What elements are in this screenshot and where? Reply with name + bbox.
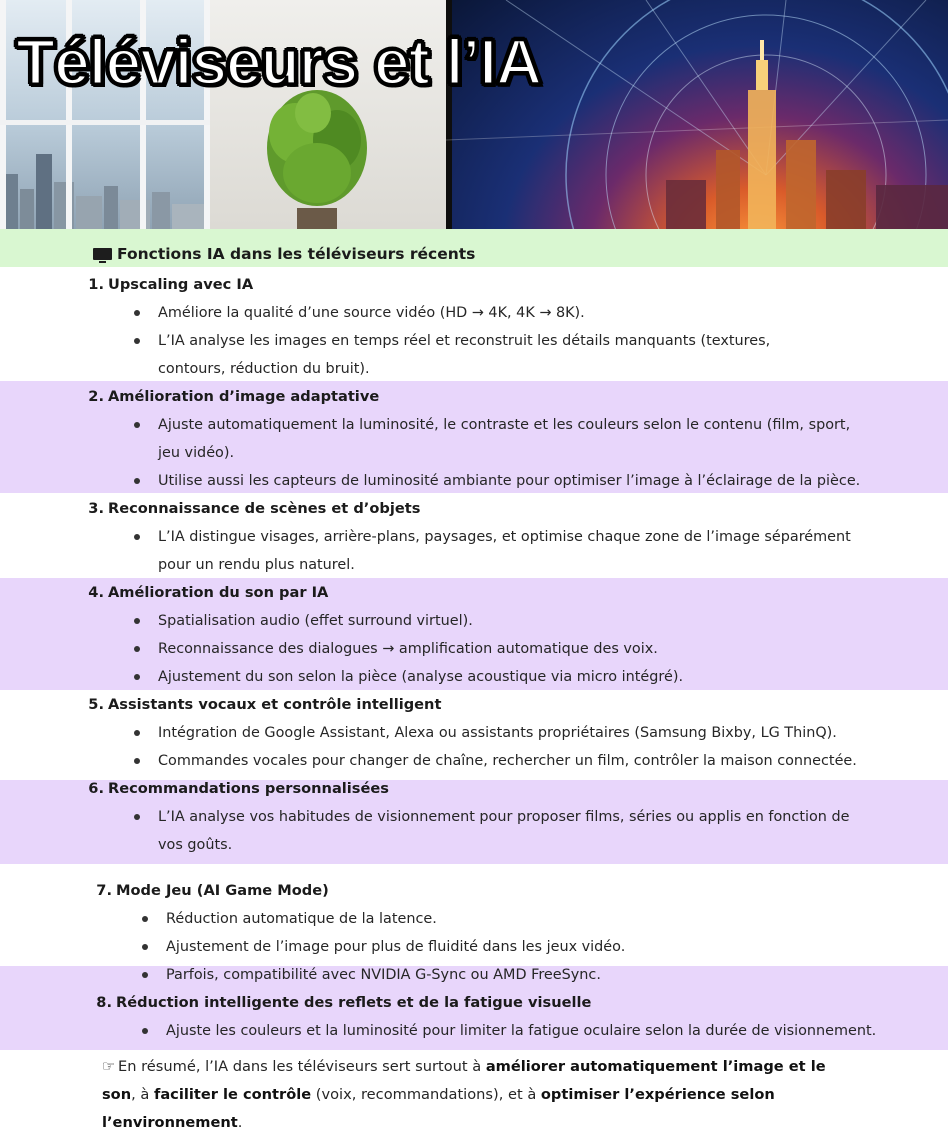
- summary-paragraph: ☞ En résumé, l’IA dans les téléviseurs sert surtout à améliorer automatiquement l’image et le son, à faciliter le contrôle (voix, recommandations), et à optimiser l’expérience selon l’environnement.: [102, 1053, 842, 1137]
- television-icon: [93, 248, 112, 260]
- list-bullet: L’IA analyse vos habitudes de visionnement pour proposer films, séries ou applis en fonction de vos goûts.: [158, 803, 873, 859]
- list-bullet: Commandes vocales pour changer de chaîne, rechercher un film, contrôler la maison connectée.: [158, 747, 898, 775]
- list-item-title: 2. Amélioration d’image adaptative: [88, 388, 380, 405]
- list-item-title: 5. Assistants vocaux et contrôle intelligent: [88, 696, 442, 713]
- list-item-title: 3. Reconnaissance de scènes et d’objets: [88, 500, 421, 517]
- plant-illustration: [255, 88, 385, 229]
- list-bullet: Reconnaissance des dialogues → amplification automatique des voix.: [158, 635, 878, 663]
- list-bullet: Utilise aussi les capteurs de luminosité ambiante pour optimiser l’image à l’éclairage de la pièce.: [158, 467, 878, 495]
- list-bullet: Ajuste automatiquement la luminosité, le contraste et les couleurs selon le contenu (film, sport, jeu vidéo).: [158, 411, 868, 467]
- list-item-title: 6. Recommandations personnalisées: [88, 780, 389, 797]
- list-bullet: Intégration de Google Assistant, Alexa ou assistants propriétaires (Samsung Bixby, LG ThinQ).: [158, 719, 898, 747]
- list-item-title: 8. Réduction intelligente des reflets et de la fatigue visuelle: [96, 994, 592, 1011]
- list-bullet: Ajuste les couleurs et la luminosité pour limiter la fatigue oculaire selon la durée de visionnement.: [166, 1017, 906, 1045]
- list-bullet: Ajustement de l’image pour plus de fluidité dans les jeux vidéo.: [166, 933, 866, 961]
- list-bullet: Réduction automatique de la latence.: [166, 905, 866, 933]
- list-bullet: L’IA distingue visages, arrière-plans, paysages, et optimise chaque zone de l’image séparément pour un rendu plus naturel.: [158, 523, 873, 579]
- list-bullet: Parfois, compatibilité avec NVIDIA G-Sync ou AMD FreeSync.: [166, 961, 866, 989]
- list-item-title: 4. Amélioration du son par IA: [88, 584, 329, 601]
- header-banner: [0, 0, 948, 229]
- list-item-title: 7. Mode Jeu (AI Game Mode): [96, 882, 329, 899]
- list-item-title: 1. Upscaling avec IA: [88, 276, 254, 293]
- list-bullet: L’IA analyse les images en temps réel et reconstruit les détails manquants (textures, contours, réduction du bruit).: [158, 327, 838, 383]
- section-heading: Fonctions IA dans les téléviseurs récents: [93, 243, 475, 265]
- pointing-hand-icon: ☞: [102, 1058, 116, 1075]
- list-bullet: Ajustement du son selon la pièce (analyse acoustique via micro intégré).: [158, 663, 878, 691]
- list-bullet: Améliore la qualité d’une source vidéo (HD → 4K, 4K → 8K).: [158, 299, 858, 327]
- list-bullet: Spatialisation audio (effet surround virtuel).: [158, 607, 878, 635]
- page-title: Téléviseurs et l’IA: [16, 26, 542, 98]
